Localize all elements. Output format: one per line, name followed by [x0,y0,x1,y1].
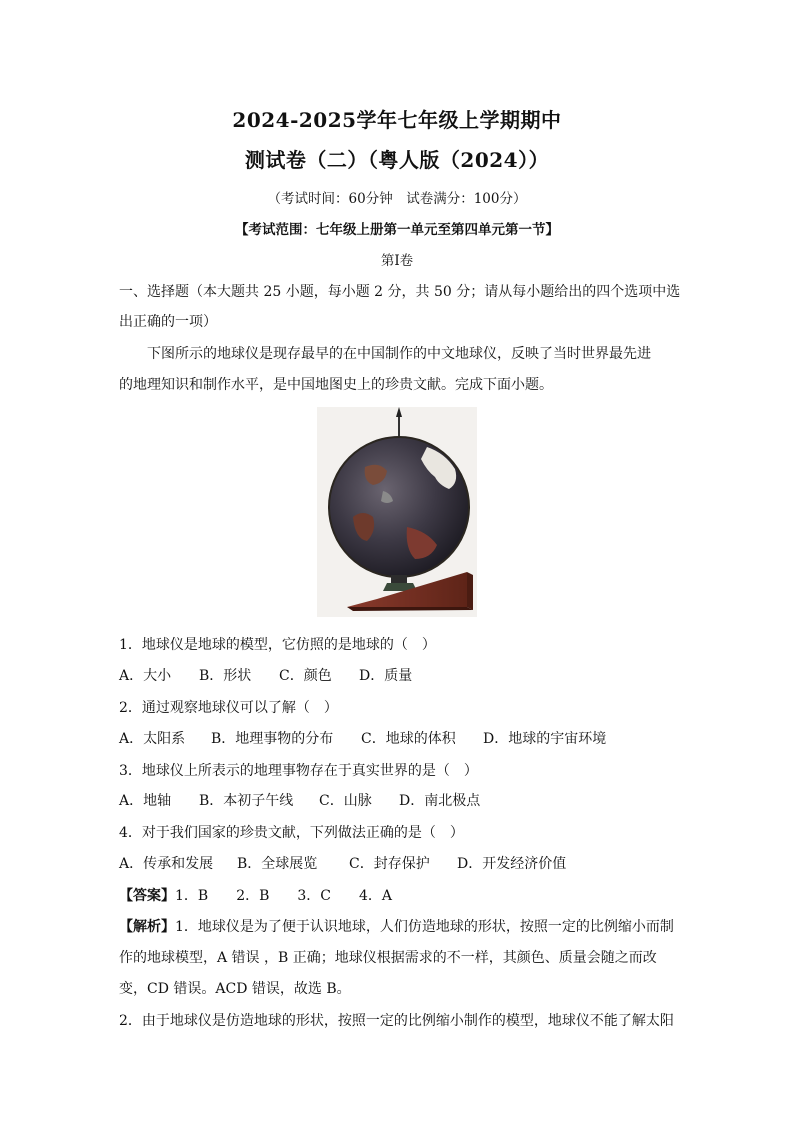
analysis-line1 [119,916,674,936]
option-b: B．地理事物的分布 [211,731,334,747]
option-b: B．形状 [199,668,252,684]
exam-scope: 【考试范围：七年级上册第一单元至第四单元第一节】 [235,222,559,238]
question-1-options [119,665,412,685]
option-d: D．开发经济价值 [457,856,567,872]
answer-label: 【答案】 [119,888,175,904]
question-4-options [119,853,566,873]
option-c: C．颜色 [279,668,332,684]
option-a: A．太阳系 [119,731,186,747]
answer-text: 1．B 2．B 3．C 4．A [175,888,393,904]
intro-line2: 的地理知识和制作水平，是中国地图史上的珍贵文献。完成下面小题。 [119,377,553,393]
exam-info: （考试时间：60分钟 试卷满分：100分） [267,191,527,207]
option-c: C．封存保护 [349,856,430,872]
section-heading-line1: 一、选择题（本大题共 25 小题，每小题 2 分，共 50 分；请从每小题给出的四个选项中选 [119,284,681,300]
globe-image [317,407,477,617]
exam-title-line1: 2024-2025学年七年级上学期期中 [232,108,562,132]
intro-line1: 下图所示的地球仪是现存最早的在中国制作的中文地球仪，反映了当时世界最先进 [147,346,651,362]
exam-title-line2: 测试卷（二）（粤人版（2024）） [244,148,550,172]
option-a: A．大小 [119,668,172,684]
question-4-stem: 4．对于我们国家的珍贵文献，下列做法正确的是（ ） [119,825,464,841]
question-1-stem: 1．地球仪是地球的模型，它仿照的是地球的（ ） [119,637,436,653]
option-c: C．山脉 [319,793,372,809]
question-3-stem: 3．地球仪上所表示的地理事物存在于真实世界的是（ ） [119,763,478,779]
question-3-options [119,790,480,810]
option-c: C．地球的体积 [361,731,456,747]
option-b: B．本初子午线 [199,793,294,809]
answer-line [119,885,392,905]
analysis-line2: 作的地球模型，A 错误 ，B 正确；地球仪根据需求的不一样，其颜色、质量会随之而改 [119,950,657,966]
question-2-options [119,728,606,748]
option-a: A．地轴 [119,793,172,809]
analysis-line4: 2．由于地球仪是仿造地球的形状，按照一定的比例缩小制作的模型，地球仪不能了解太阳 [119,1013,674,1029]
option-a: A．传承和发展 [119,856,214,872]
option-d: D．地球的宇宙环境 [483,731,607,747]
analysis-line3: 变，CD 错误。ACD 错误，故选 B。 [119,981,351,997]
question-2-stem: 2．通过观察地球仪可以了解（ ） [119,700,338,716]
option-b: B．全球展览 [237,856,318,872]
analysis-label: 【解析】 [119,919,175,935]
option-d: D．南北极点 [399,793,481,809]
section-heading-line2: 出正确的一项） [119,314,217,330]
option-d: D．质量 [359,668,413,684]
analysis-text-1: 1．地球仪是为了便于认识地球，人们仿造地球的形状，按照一定的比例缩小而制 [175,919,674,935]
volume-label: 第Ⅰ卷 [380,253,414,269]
